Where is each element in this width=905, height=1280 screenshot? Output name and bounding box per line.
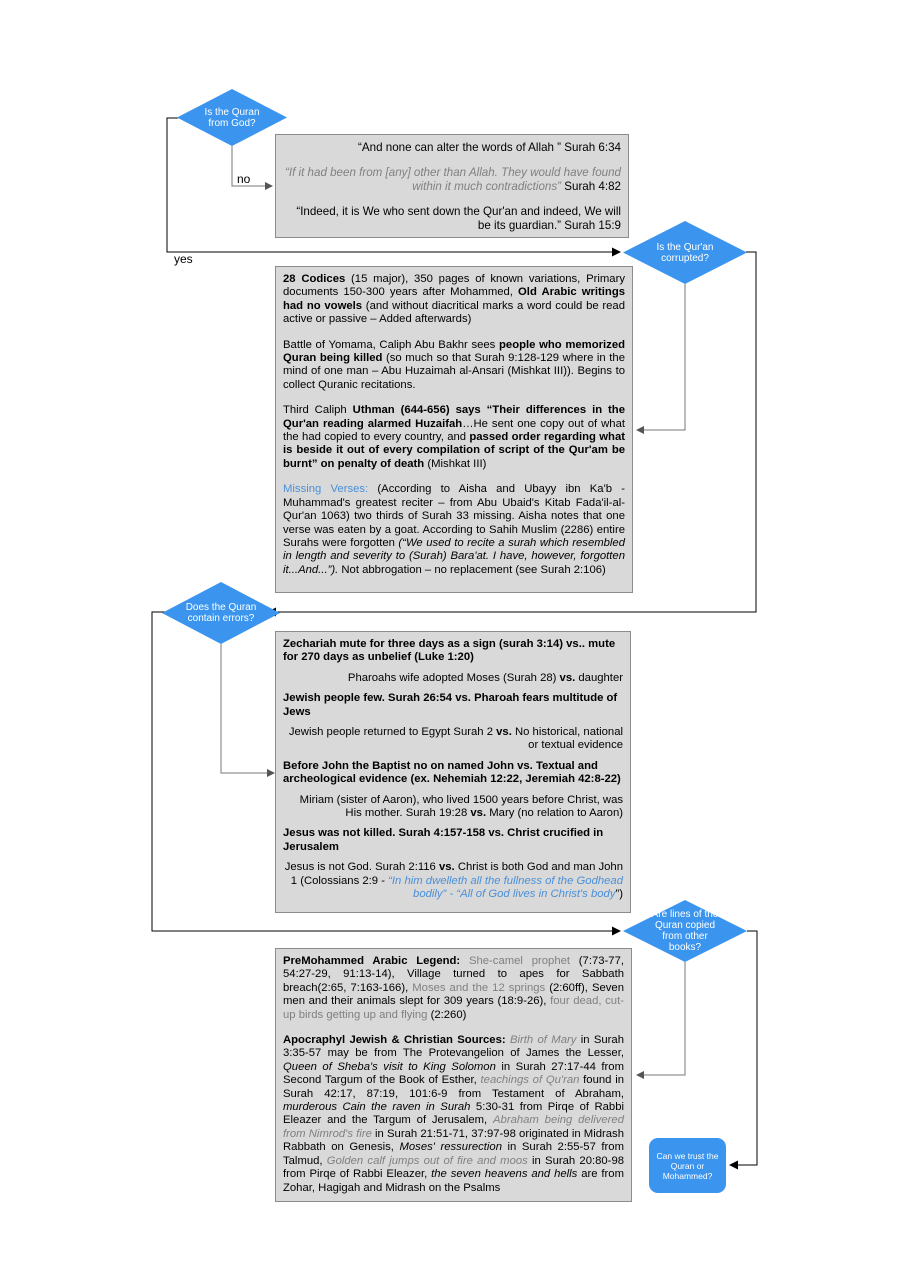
quote-surah-4-82: “If it had been from [any] other than Allah. They would have found within it much contradictions” Surah 4:82: [285, 166, 621, 193]
yes-label: yes: [174, 252, 193, 266]
decision-corrupted: [623, 221, 747, 284]
sources-evidence-box: [275, 948, 632, 1202]
error-jesus-god: Jesus is not God. Surah 2:116 vs. Christ is both God and man John 1 (Colossians 2:9 - “In him dwelleth all the fullness of the Godhead bodily” - “All of God lives in Christ's body”): [284, 861, 623, 901]
errors-evidence-box: [275, 631, 631, 913]
missing-verses-link[interactable]: Missing Verses:: [283, 483, 369, 496]
corrupted-to-evidence-connector: [637, 284, 685, 430]
decision-from-god: [177, 89, 287, 146]
errors-to-evidence-connector: [221, 644, 274, 773]
yomama-paragraph: Battle of Yomama, Caliph Abu Bakhr sees people who memorized Quran being killed (so much so that Surah 9:128-129 where in the mind of one man – Abu Huzaimah al-Ansari (Mishkat III)). Begins to collect Quranic recitations.: [283, 338, 625, 391]
end-node-trust: Can we trust the Quran or Mohammed?: [649, 1138, 726, 1193]
error-egypt-return: Jewish people returned to Egypt Surah 2 vs. No historical, national or textual evidence: [288, 726, 623, 752]
copied-to-end-connector: [730, 931, 757, 1165]
error-miriam: Miriam (sister of Aaron), who lived 1500 years before Christ, was His mother. Surah 19:28 vs. Mary (no relation to Aaron): [299, 793, 623, 820]
corruption-evidence-box: [275, 266, 633, 593]
quran-quotes-box: [275, 134, 629, 238]
uthman-paragraph: Third Caliph Uthman (644-656) says “Their differences in the Qur'an reading alarmed Huzaifah…He sent one copy out of what the had copied to every country, and passed order regarding what is beside it out of every compilation of script of the Qur'am be burnt” on penalty of death (Mishkat III): [283, 404, 626, 470]
decision-errors-label: Does the Quran contain errors?: [185, 602, 257, 624]
error-jesus-killed: Jesus was not killed. Surah 4:157-158 vs. Christ crucified in Jerusalem: [283, 827, 604, 853]
codices-paragraph: 28 Codices (15 major), 350 pages of known variations, Primary documents 150-300 years after Mohammed, Old Arabic writings had no vowels (and without diacritical marks a word could be read active or passive – Added afterwards): [283, 273, 625, 326]
error-john: Before John the Baptist no on named John vs. Textual and archeological evidence (ex. Nehemiah 12:22, Jeremiah 42:8-22): [283, 759, 621, 786]
decision-corrupted-label: Is the Qur'an corrupted?: [656, 241, 714, 264]
copied-to-evidence-connector: [637, 962, 685, 1075]
apocryphal-sources-paragraph: Apocraphyl Jewish & Christian Sources: Birth of Mary in Surah 3:35-57 may be from The Protevangelion of James the Lesser, Queen of Sheba's visit to King Solomon in Surah 27:17-44 from Second Targum of the Book of Esther, teachings of Qu'ran found in Surah 42:17, 87:19, 101:6-9 from Testament of Abraham, murderous Cain the raven in Surah 5:30-31 from Pirqe of Rabbi Eleazer and the Targum of Jerusalem, Abraham being delivered from Nimrod's fire in Surah 21:51-71, 37:97-98 originated in Midrash Rabbath on Genesis, Moses' ressurection in Surah 2:55-57 from Talmud, Golden calf jumps out of fire and moos in Surah 20:80-98 from Pirqe of Rabbi Eleazer, the seven heavens and hells are from Zohar, Hagigah and Midrash on the Psalms: [283, 1034, 625, 1194]
decision-copied-label: Are lines of the Quran copied from other books?: [651, 909, 719, 953]
quote-surah-6-34: “And none can alter the words of Allah ” Surah 6:34: [358, 141, 621, 154]
decision-copied: [623, 900, 747, 962]
decision-from-god-label: Is the Quran from God?: [204, 106, 260, 129]
quote-surah-15-9: “Indeed, it is We who sent down the Qur'an and indeed, We will be its guardian.” Surah 15:9: [296, 205, 621, 232]
no-label: no: [237, 172, 251, 186]
error-pharoah-wife: Pharoahs wife adopted Moses (Surah 28) vs. daughter: [347, 671, 623, 684]
arabic-legend-paragraph: PreMohammed Arabic Legend: She-camel prophet (7:73-77, 54:27-29, 91:13-14), Village turned to apes for Sabbath breach(2:65, 7:163-166), Moses and the 12 springs (2:60ff), Seven men and their animals slept for 309 years (18:9-26), four dead, cut-up birds getting up and flying (2:260): [283, 955, 625, 1021]
decision-errors: [162, 582, 280, 644]
missing-verses-paragraph: Missing Verses: (According to Aisha and Ubayy ibn Ka'b - Muhammad's greatest reciter – from Abu Ubaid's Kitab Fada'il-al-Qur'an 1063) two thirds of Surah 33 missing. Aisha notes that one verse was eaten by a goat. According to Sahih Muslim (2286) entire Surahs were forgotten (“We used to recite a surah which resembled in length and severity to (Surah) Bara'at. I have, however, forgotten it...And...”). Not abbrogation – no replacement (see Surah 2:106): [283, 483, 625, 576]
error-jewish-people: Jewish people few. Surah 26:54 vs. Pharoah fears multitude of Jews: [283, 692, 618, 718]
error-zechariah: Zechariah mute for three days as a sign (surah 3:14) vs.. mute for 270 days as unbelief (Luke 1:20): [283, 638, 616, 664]
